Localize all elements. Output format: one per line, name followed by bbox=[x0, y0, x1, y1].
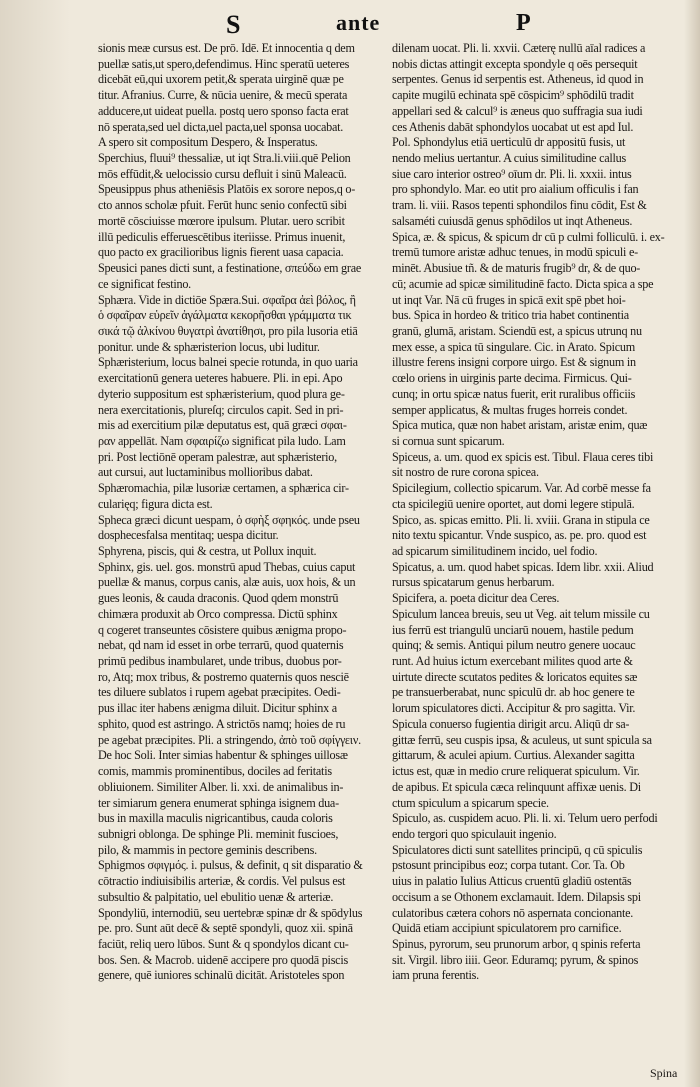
text-line: nobis dictas attingit excepta spondyle q oēs persequit bbox=[392, 56, 638, 71]
text-line: si cornua sunt spicarum. bbox=[392, 433, 505, 448]
text-line: exercitationū genera ueteres habuere. Pli. in epi. Apo bbox=[98, 371, 343, 386]
text-line: pe agebat præcipites. Pli. a stringendo, ἀπὸ τοῦ σφίγγειν. bbox=[98, 732, 361, 747]
text-line: comis, mammis prominentibus, dociles ad feritatis bbox=[98, 764, 332, 779]
text-line: pe. pro. Sunt aūt decē & septē spondyli, quoz xii. spinā bbox=[98, 921, 353, 936]
text-line: q cogeret transeuntes cōsistere quibus ænigma propo- bbox=[98, 622, 347, 637]
text-line: Sphæromachia, pilæ lusoriæ certamen, a sphærica cir- bbox=[98, 481, 349, 496]
text-line: Spiculatores dicti sunt satellites principū, q cū spiculis bbox=[392, 842, 643, 857]
text-line: puellæ satis,ut spero,defendimus. Hinc speratū ueteres bbox=[98, 56, 350, 71]
text-line: Spiculum lancea breuis, seu ut Veg. ait telum missile cu bbox=[392, 606, 650, 621]
text-line: dosphecesfalsa mentitaq; uespa dicitur. bbox=[98, 528, 279, 543]
text-line: Spicifera, a. poeta dicitur dea Ceres. bbox=[392, 591, 560, 606]
right-text-column bbox=[392, 41, 682, 984]
text-line: culatoribus cætera cohors nō aspernata concionante. bbox=[392, 905, 634, 920]
text-line: De hoc Soli. Inter simias habentur & sphinges uillosæ bbox=[98, 748, 348, 763]
text-line: ραν appellāt. Nam σφαιρίζω significat pila ludo. Lam bbox=[98, 433, 346, 448]
text-line: genere, quē iuniores schinalū dicitāt. Aristoteles spon bbox=[98, 968, 345, 983]
text-line: tes diluere sublatos i rupem agebat præcipites. Oedi- bbox=[98, 685, 341, 700]
text-line: cunq; in ortu spicæ natus fuerit, erit ruralibus officiis bbox=[392, 386, 636, 401]
text-line: σικά τῷ ἀλκίνου θυγατρὶ ἀνατίθησι, pro pila lusoria etiā bbox=[98, 323, 358, 338]
left-text-column bbox=[98, 41, 382, 984]
text-line: Sphæristerium, locus balnei specie rotunda, in quo uaria bbox=[98, 355, 358, 370]
text-line: faciūt, reliq uero lūbos. Sunt & q spondylos dicant cu- bbox=[98, 936, 349, 951]
text-line: Spiceus, a. um. quod ex spicis est. Tibul. Flaua ceres tibi bbox=[392, 449, 654, 464]
text-line: sit nostro de rure corona spicea. bbox=[392, 465, 539, 480]
text-line: titur. Afranius. Curre, & nūcia uenire, & mecū sperata bbox=[98, 88, 348, 103]
text-line: ius ferrū est triangulū unciarū nouem, hastile pedum bbox=[392, 622, 634, 637]
text-line: tram. li. viii. Rasos tepenti sphondilos finu cōdit, Est & bbox=[392, 198, 647, 213]
text-line: puellæ & manus, corpus canis, alæ auis, uox hois, & un bbox=[98, 575, 356, 590]
text-line: pus illac iter habens ænigma diluit. Dicitur sphinx a bbox=[98, 701, 337, 716]
text-line: granū, glumā, aristam. Sciendū est, a spicus utrunq nu bbox=[392, 323, 642, 338]
text-line: Sphæra. Vide in dictiōe Spæra.Sui. σφαῖρα ἀεὶ βόλος, ἢ bbox=[98, 292, 356, 307]
text-line: illustre ferens insigni corpore uirgo. Est & signum in bbox=[392, 355, 636, 370]
text-line: endo tergori quo spiculauit ingenio. bbox=[392, 826, 557, 841]
text-line: dicebāt eū,qui uxorem petit,& sperata uirginē quæ pe bbox=[98, 72, 344, 87]
text-line: Sphigmos σφιγμός. i. pulsus, & definit, q sit disparatio & bbox=[98, 858, 363, 873]
text-line: uius in palatio Iulius Atticus cruentū gladiū ostentās bbox=[392, 874, 632, 889]
text-line: quinq; & semis. Antiqui pilum neutro genere uocauc bbox=[392, 638, 636, 653]
text-line: mex esse, a spica tū singulare. Cic. in Arato. Spicum bbox=[392, 339, 635, 354]
text-line: cū; acumie ad spicæ similitudinē facto. Dicta spica a spe bbox=[392, 276, 654, 291]
text-line: Sphinx, gis. uel. gos. monstrū apud Thebas, cuius caput bbox=[98, 559, 356, 574]
text-line: Spica mutica, quæ non habet aristam, aristæ enim, quæ bbox=[392, 418, 648, 433]
text-line: Spicatus, a. um. quod habet spicas. Idem libr. xxii. Aliud bbox=[392, 559, 654, 574]
text-line: gues leonis, & cauda draconis. Quod qdem monstrū bbox=[98, 591, 339, 606]
text-line: nendo melius uertantur. A cuius similitudine callus bbox=[392, 151, 627, 166]
signature-mark: S bbox=[226, 10, 241, 39]
text-line: cto annos scholæ pfuit. Ferūt hunc senio confectū sibi bbox=[98, 198, 347, 213]
text-line: de apibus. Et spicula cæca relinquunt affixæ uenis. Di bbox=[392, 779, 641, 794]
text-line: dyterio suppositum est sphæristerium, quod plura ge- bbox=[98, 386, 345, 401]
text-line: primū pedibus inambularet, unde tribus, duobus por- bbox=[98, 654, 342, 669]
text-line: A spero sit compositum Despero, & Insperatus. bbox=[98, 135, 318, 150]
text-line: Spondyliū, internodiū, seu uertebræ spinæ dr & spōdylus bbox=[98, 905, 363, 920]
text-line: minēt. Abusiue tñ. & de maturis frugib⁹ dr, & de quo- bbox=[392, 261, 641, 276]
text-line: siue caro interior ostreo⁹ oīum dr. Pli. li. xxxii. intus bbox=[392, 166, 632, 181]
text-line: cōtractio indiuisibilis arteriæ, & cordis. Vel pulsus est bbox=[98, 874, 346, 889]
section-letter: P bbox=[516, 10, 531, 36]
text-line: dilenam uocat. Pli. li. xxvii. Cæterę nullū aīal radices a bbox=[392, 41, 646, 55]
text-line: chimæra produxit ab Orco compressa. Dictū sphinx bbox=[98, 606, 338, 621]
text-line: pilo, & mammis in pectore geminis describens. bbox=[98, 842, 317, 857]
catchword: Spina bbox=[650, 1066, 678, 1080]
text-line: subnigri oblonga. De sphinge Pli. meminit fuscioes, bbox=[98, 826, 339, 841]
text-line: pri. Post lectiōnē operam palestræ, aut sphæristerio, bbox=[98, 449, 337, 464]
text-line: tremū tumore aristæ adhuc tenues, in modū spiculi e- bbox=[392, 245, 638, 260]
running-head: ante bbox=[336, 10, 381, 35]
text-line: sphito, quod est astringo. A strictōs namq; hoies de ru bbox=[98, 716, 346, 731]
text-line: gittæ ferrū, seu cuspis ipsa, & aculeus, ut sunt spicula sa bbox=[392, 732, 652, 747]
text-line: cta spicilegiū uenire oportet, aut domi legere stipulā. bbox=[392, 496, 635, 511]
text-line: semper applicatus, & multas fruges horreis condet. bbox=[392, 402, 628, 417]
text-line: illū pediculis efferuescētibus iteriisse. Primus inuenit, bbox=[98, 229, 346, 244]
text-line: ad spicarum similitudinem incido, uel fodio. bbox=[392, 544, 598, 558]
text-line: ter simiarum genera enumerat sphinga isignem dua- bbox=[98, 795, 339, 810]
text-line: ponitur. unde & sphæristerion locus, ubi luditur. bbox=[98, 339, 320, 354]
text-line: Spica, æ. & spicus, & spicum dr cū p culmi folliculū. i. ex- bbox=[392, 229, 665, 244]
page-header bbox=[0, 8, 700, 38]
text-line: bus in maxilla maculis nigricantibus, cauda coloris bbox=[98, 811, 333, 826]
text-line: ὁ σφαῖραν εὑρεῖν ἀγάλματα κεκορῆσθαι γράμματα τικ bbox=[98, 308, 352, 323]
text-line: ro, Atq; mox tribus, & postremo quaternis quos nesciē bbox=[98, 669, 349, 684]
text-line: Spicula conuerso fugientia dirigit arcu. Aliqū dr sa- bbox=[392, 716, 630, 731]
text-line: cœlo oriens in uirginis parte decima. Firmicus. Qui- bbox=[392, 371, 632, 386]
text-line: adducere,ut uideat puella. postq uero sponso facta erat bbox=[98, 103, 349, 118]
text-line: obliuionem. Similiter Alber. li. xxi. de animalibus in- bbox=[98, 779, 344, 794]
page-edge-shadow bbox=[684, 0, 700, 1087]
text-line: mortē cōsciuisse mœrore ipulsum. Plutar. uero scribit bbox=[98, 213, 345, 228]
text-line: nebat, qd nam id esset in orbe terrarū, quod quaternis bbox=[98, 638, 344, 653]
text-line: quo pacto ex gracilioribus lignis fierent uasa capacia. bbox=[98, 245, 344, 260]
text-line: Spicilegium, collectio spicarum. Var. Ad corbē messe fa bbox=[392, 481, 651, 496]
text-line: uirtute directe scutatos pedites & loricatos equites sæ bbox=[392, 669, 638, 684]
text-line: Speusici panes dicti sunt, a festinatione, σπεύδω em grae bbox=[98, 261, 362, 276]
text-line: ut inqt Var. Nā cū fruges in spicā exit spē pbet hoi- bbox=[392, 292, 626, 307]
text-line: sit. Virgil. libro iiii. Geor. Eduramq; pyrum, & spinos bbox=[392, 952, 639, 967]
text-line: sionis meæ cursus est. De prō. Idē. Et innocentia q dem bbox=[98, 41, 355, 55]
text-line: occisum a se Othonem exclamauit. Idem. Dilapsis spi bbox=[392, 889, 641, 904]
text-line: bos. Sen. & Macrob. uidenē accipere pro quodā piscis bbox=[98, 952, 348, 967]
text-line: iam pruna ferentis. bbox=[392, 968, 479, 983]
text-line: aut cursui, aut luctaminibus mollioribus dabat. bbox=[98, 465, 313, 480]
text-line: runt. Ad huius ictum exercebant milites quod arte & bbox=[392, 654, 633, 669]
text-line: capite mugilū echinata spē cōspicim⁹ sphōdilū tradit bbox=[392, 88, 634, 103]
text-line: ctum spiculum a spicarum specie. bbox=[392, 795, 549, 810]
text-line: lorum spiculatores dicti. Accipitur & pro sagitta. Vir. bbox=[392, 701, 636, 716]
text-line: Sperchius, fluui⁹ thessaliæ, ut iqt Stra.li.viii.quē Pelion bbox=[98, 151, 351, 166]
text-line: Spiculo, as. cuspidem acuo. Pli. li. xi. Telum uero perfodi bbox=[392, 811, 658, 826]
text-line: Spico, as. spicas emitto. Pli. li. xviii. Grana in stipula ce bbox=[392, 512, 650, 527]
text-line: serpentes. Genus id serpentis est. Atheneus, id quod in bbox=[392, 72, 644, 87]
text-line: ce significat festino. bbox=[98, 276, 191, 291]
text-line: nera exercitationis, plureſq; circulos capit. Sed in pri- bbox=[98, 402, 344, 417]
page-gutter-shadow bbox=[0, 0, 70, 1087]
text-line: Spheca græci dicunt uespam, ὁ σφὴξ σφηκός. unde pseu bbox=[98, 512, 360, 527]
text-line: nō sperata,sed uel dicta,uel pacta,uel sponsa uocabat. bbox=[98, 119, 344, 134]
text-line: bus. Spica in hordeo & tritico tria habet continentia bbox=[392, 308, 629, 323]
text-line: appellari sed & calcul⁹ is æneus quo suffragia sua iudi bbox=[392, 103, 643, 118]
text-line: pstosunt principibus eoz; corpa tutant. Cor. Ta. Ob bbox=[392, 858, 625, 873]
text-line: Sphyrena, piscis, qui & cestra, ut Pollux inquit. bbox=[98, 544, 317, 558]
text-line: Pol. Sphondylus etiā uerticulū dr appositū fusis, ut bbox=[392, 135, 626, 150]
text-line: mis ad exercitium pilæ deputatus est, quā græci σφαι- bbox=[98, 418, 347, 433]
text-line: cularięq; figura dicta est. bbox=[98, 496, 213, 511]
text-line: Quidā etiam accipiunt spiculatorem pro carnifice. bbox=[392, 921, 622, 936]
text-line: mōs effūdit,& uelocissio cursu defluit i sinū Maleacū. bbox=[98, 166, 347, 181]
text-line: subsultio & palpitatio, uel ebulitio uenæ & arteriæ. bbox=[98, 889, 334, 904]
text-line: ictus est, quæ in medio crure reliquerat spiculum. Vir. bbox=[392, 764, 640, 779]
text-line: pro sphondylo. Mar. eo utit pro aialium officulis i fan bbox=[392, 182, 639, 197]
text-line: ces Athenis dabāt sphondylos uocabat ut est apd Iul. bbox=[392, 119, 634, 134]
text-line: pe transuerberabat, nunc spiculū dr. ab hoc genere te bbox=[392, 685, 635, 700]
text-line: Spinus, pyrorum, seu prunorum arbor, q spinis referta bbox=[392, 936, 641, 951]
text-line: nito textu spicantur. Vnde suspico, as. pe. pro. quod est bbox=[392, 528, 647, 543]
text-line: salsaméti cuiusdā genus sphōdilos ut inqt Atheneus. bbox=[392, 213, 633, 228]
text-line: Speusippus phus atheniēsis Platōis ex sorore nepos,q o- bbox=[98, 182, 356, 197]
text-line: rursus spicatarum genus herbarum. bbox=[392, 575, 555, 590]
text-line: gittarum, & aculei apium. Curtius. Alexander sagitta bbox=[392, 748, 635, 763]
